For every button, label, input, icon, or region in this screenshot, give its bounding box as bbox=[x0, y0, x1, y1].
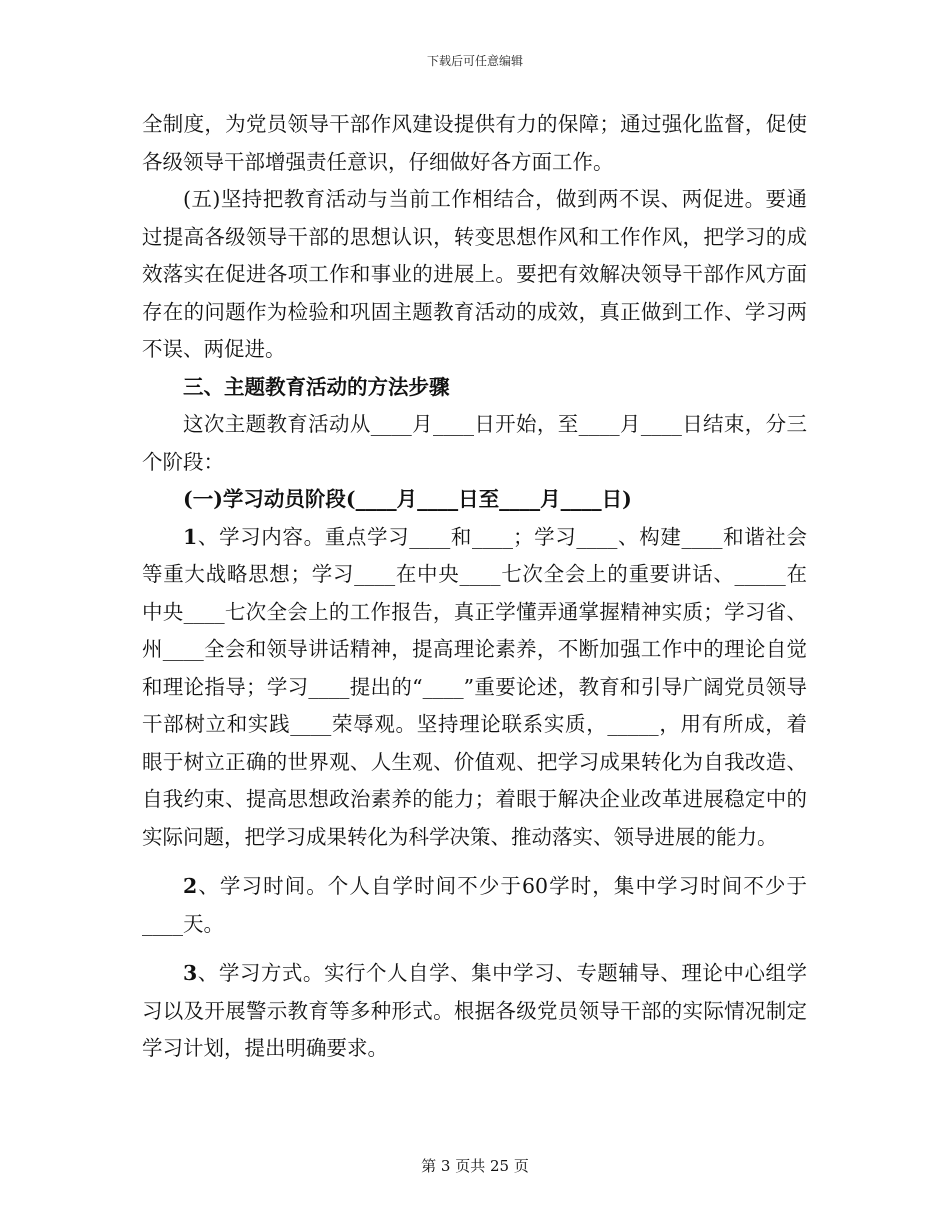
paragraph-study-method bbox=[142, 955, 807, 1068]
paragraph-schedule: 这次主题教育活动从____月____日开始，至____月____日结束，分三个阶段： bbox=[142, 412, 807, 474]
section-heading-methods: 三、主题教育活动的方法步骤 bbox=[183, 374, 450, 399]
document-body bbox=[142, 106, 807, 1068]
paragraph-study-content bbox=[142, 519, 807, 857]
paragraph-continuation: 全制度，为党员领导干部作风建设提供有力的保障；通过强化监督，促使各级领导干部增强责任意识，仔细做好各方面工作。 bbox=[142, 112, 807, 174]
item-text: 、学习时间。个人自学时间不少于60学时，集中学习时间不少于____天。 bbox=[142, 874, 807, 936]
item-number: 2 bbox=[183, 874, 198, 898]
item-text: 、学习内容。重点学习____和____；学习____、构建____和谐社会等重大战略思想；学习____在中央____七次全会上的重要讲话、_____在中央____七次全会上的工作报告，真正学懂弄通掌握精神实质；学习省、州____全会和领导讲话精神，提高理论素养，不断加强工作中的理论自觉和理论指导；学习____提出的“____”重要论述，教育和引导广阔党员领导干部树立和实践____荣辱观。坚持理论联系实质，_____，用有所成，着眼于树立正确的世界观、人生观、价值观、把学习成果转化为自我改造、自我约束、提高思想政治素养的能力；着眼于解决企业改革进展稳定中的实际问题，把学习成果转化为科学决策、推动落实、领导进展的能力。 bbox=[142, 524, 807, 849]
page-header-note: 下载后可任意编辑 bbox=[426, 54, 523, 68]
paragraph-item-five: (五)坚持把教育活动与当前工作相结合，做到两不误、两促进。要通过提高各级领导干部的思想认识，转变思想作风和工作作风，把学习的成效落实在促进各项工作和事业的进展上。要把有效解决领导干部作风方面存在的问题作为检验和巩固主题教育活动的成效，真正做到工作、学习两不误、两促进。 bbox=[142, 187, 807, 361]
item-text: 、学习方式。实行个人自学、集中学习、专题辅导、理论中心组学习以及开展警示教育等多种形式。根据各级党员领导干部的实际情况制定学习计划，提出明确要求。 bbox=[142, 961, 807, 1060]
subsection-heading-study-phase: (一)学习动员阶段(____月____日至____月____日) bbox=[183, 487, 632, 511]
page-number-footer: 第 3 页共 25 页 bbox=[421, 1157, 529, 1175]
item-number: 3 bbox=[183, 961, 198, 985]
paragraph-study-time bbox=[142, 868, 807, 943]
item-number: 1 bbox=[183, 524, 198, 549]
